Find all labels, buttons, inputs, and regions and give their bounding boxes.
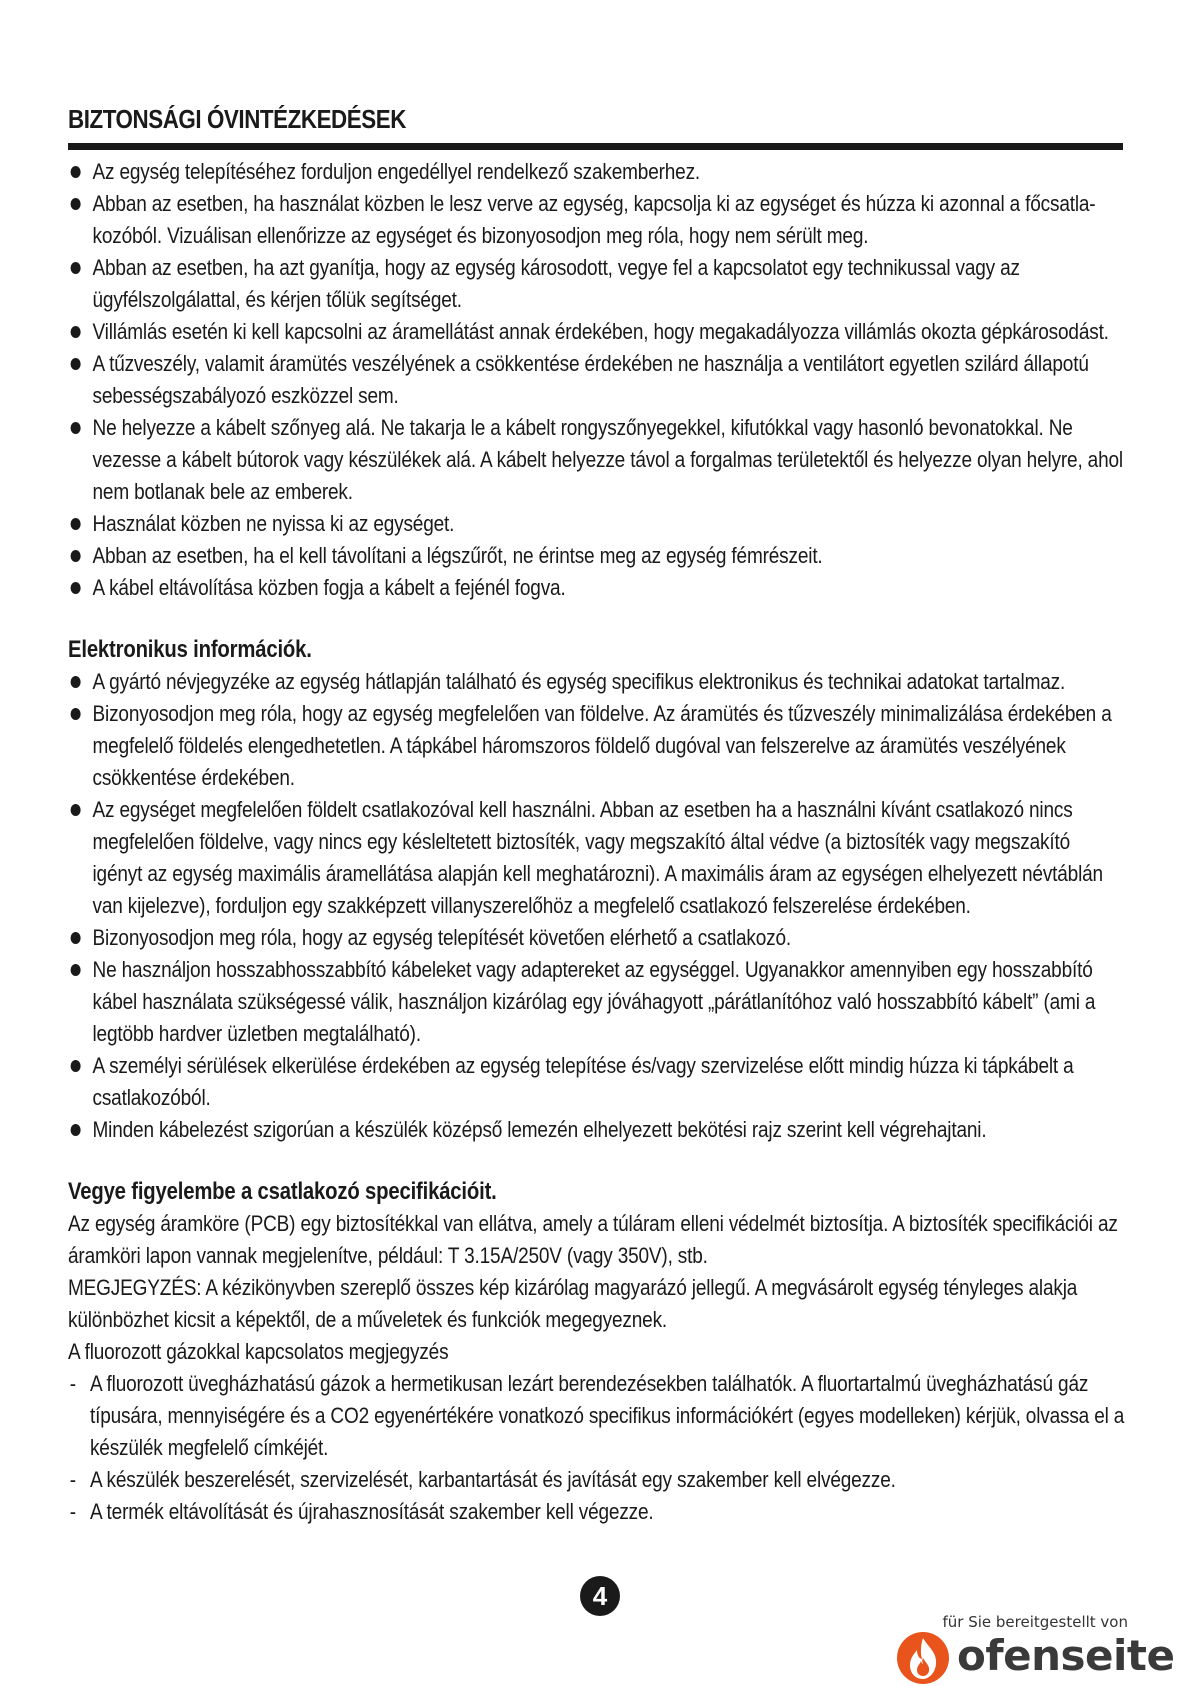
list-item: Abban az esetben, ha használat közben le lesz verve az egység, kapcsolja ki az egységet és húzza ki azonnal a főcsatla-kozóból. Vizuálisan ellenőrizze az egységet és bizonyosodjon meg róla, hogy nem sérült meg.	[68, 188, 1124, 252]
electronics-heading: Elektronikus információk.	[68, 636, 312, 663]
safety-list	[68, 156, 1124, 604]
note-paragraph: MEGJEGYZÉS: A kézikönyvben szereplő összes kép kizárólag magyarázó jellegű. A megvásárolt egység tényleges alakja különbözhet kicsit a képektől, de a műveletek és funkciók megegyeznek.	[68, 1275, 1078, 1332]
list-item: - A fluorozott üvegházhatású gázok a hermetikusan lezárt berendezésekben találhatók. A fluortartalmú üvegházhatású gáz típusára, mennyiségére és a CO2 egyenértékére vonatkozó specifikus információkért (egyes modelleken) kérjük, olvassa el a készülék megfelelő címkéjét.	[68, 1368, 1124, 1464]
page-number-badge: 4	[580, 1576, 620, 1616]
electronics-list	[68, 666, 1124, 1146]
list-item: Villámlás esetén ki kell kapcsolni az áramellátást annak érdekében, hogy megakadályozza villámlás okozta gépkárosodást.	[68, 316, 1124, 348]
list-item: Az egység telepítéséhez forduljon engedéllyel rendelkező szakemberhez.	[68, 156, 1124, 188]
list-item: Minden kábelezést szigorúan a készülék középső lemezén elhelyezett bekötési rajz szerint kell végrehajtani.	[68, 1114, 1124, 1146]
list-item: Bizonyosodjon meg róla, hogy az egység megfelelően van földelve. Az áramütés és tűzveszély minimalizálása érdekében a megfelelő földelés elengedhetetlen. A tápkábel háromszoros földelő dugóval van felszerelve az áramütés veszélyének csökkentése érdekében.	[68, 698, 1124, 794]
connector-heading: Vegye figyelembe a csatlakozó specifikációit.	[68, 1178, 497, 1205]
fluorinated-gas-heading: A fluorozott gázokkal kapcsolatos megjegyzés	[68, 1339, 449, 1364]
list-item: A személyi sérülések elkerülése érdekében az egység telepítése és/vagy szervizelése előtt mindig húzza ki tápkábelt a csatlakozóból.	[68, 1050, 1124, 1114]
list-item: A kábel eltávolítása közben fogja a kábelt a fejénél fogva.	[68, 572, 1124, 604]
list-item: Ne használjon hosszabhosszabbító kábeleket vagy adaptereket az egységgel. Ugyanakkor amennyiben egy hosszabbító kábel használata szükségessé válik, használjon kizárólag egy jóváhagyott „párátlanítóhoz való hosszabbító kábelt” (ami a legtöbb hardver üzletben megtalálható).	[68, 954, 1124, 1050]
flame-logo-icon	[895, 1630, 951, 1686]
content-body	[68, 156, 1124, 1528]
list-item: Abban az esetben, ha azt gyanítja, hogy az egység károsodott, vegye fel a kapcsolatot egy technikussal vagy az ügyfélszolgálattal, és kérjen tőlük segítséget.	[68, 252, 1124, 316]
list-item: Használat közben ne nyissa ki az egységet.	[68, 508, 1124, 540]
fluorinated-gas-list	[68, 1368, 1124, 1528]
list-item: Ne helyezze a kábelt szőnyeg alá. Ne takarja le a kábelt rongyszőnyegekkel, kifutókkal vagy hasonló bevonatokkal. Ne vezesse a kábelt bútorok vagy készülékek alá. A kábelt helyezze távol a forgalmas területektől és helyezze olyan helyre, ahol nem botlanak bele az emberek.	[68, 412, 1124, 508]
list-item: - A készülék beszerelését, szervizelését, karbantartását és javítását egy szakember kell elvégezze.	[68, 1464, 1124, 1496]
list-item: - A termék eltávolítását és újrahasznosítását szakember kell végezze.	[68, 1496, 1124, 1528]
title-divider	[68, 143, 1123, 150]
list-item: A gyártó névjegyzéke az egység hátlapján található és egység specifikus elektronikus és technikai adatokat tartalmaz.	[68, 666, 1124, 698]
list-item: Az egységet megfelelően földelt csatlakozóval kell használni. Abban az esetben ha a használni kívánt csatlakozó nincs megfelelően földelve, vagy nincs egy késleltetett biztosíték, vagy megszakító által védve (a biztosíték vagy megszakító igényt az egység maximális áramellátása alapján kell meghatározni). A maximális áram az egységen elhelyezett névtáblán van kijelezve), forduljon egy szakképzett villanyszerelőhöz a megfelelő csatlakozó felszerelése érdekében.	[68, 794, 1124, 922]
fuse-paragraph: Az egység áramköre (PCB) egy biztosítékkal van ellátva, amely a túláram elleni védelmét biztosítja. A biztosíték specifikációi az áramköri lapon vannak megjelenítve, például: T 3.15A/250V (vagy 350V), stb.	[68, 1211, 1118, 1268]
list-item: Abban az esetben, ha el kell távolítani a légszűrőt, ne érintse meg az egység fémrészeit.	[68, 540, 1124, 572]
list-item: Bizonyosodjon meg róla, hogy az egység telepítését követően elérhető a csatlakozó.	[68, 922, 1124, 954]
page-title: BIZTONSÁGI ÓVINTÉZKEDÉSEK	[68, 104, 406, 134]
brand-name: ofenseite	[957, 1631, 1175, 1680]
list-item: A tűzveszély, valamit áramütés veszélyének a csökkentése érdekében ne használja a ventilátort egyetlen szilárd állapotú sebességszabályozó eszközzel sem.	[68, 348, 1124, 412]
provider-caption: für Sie bereitgestellt von	[942, 1613, 1128, 1631]
